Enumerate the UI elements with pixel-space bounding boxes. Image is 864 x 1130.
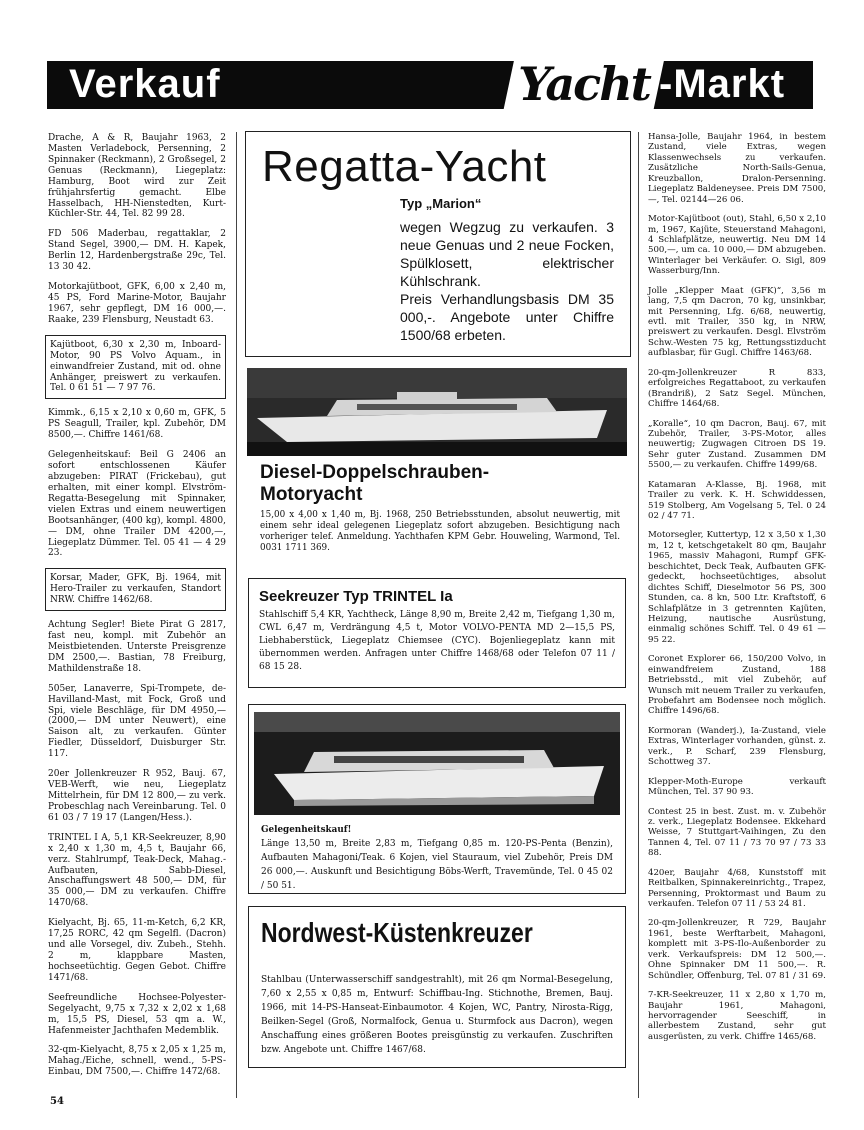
motoryacht-illustration	[247, 368, 627, 456]
banner-yacht-text: Yacht	[518, 57, 650, 111]
banner-verkauf: Verkauf	[69, 62, 221, 106]
classified-ad: Coronet Explorer 66, 150/200 Volvo, in einwandfreiem Zustand, 188 Betriebsstd., mit viel Zubehör, auf Wunsch mit neuem Trailer zu verkaufen, Probefahrt am Bodensee noch möglich. Chiffre 1496/68.	[648, 654, 826, 717]
page-number: 54	[50, 1096, 64, 1107]
classified-ad: Kielyacht, Bj. 65, 11-m-Ketch, 6,2 KR, 17,25 RORC, 42 qm Segelfl. (Dacron) und alle Vorsegel, div. Zubeh., Stehh. 2 m, klappbare Masten, hochseetüchtig. Gegen Gebot. Chiffre 1471/68.	[48, 918, 226, 983]
ad-nordwest-body: Stahlbau (Unterwasserschiff sandgestrahlt), mit 26 qm Normal-Besegelung, 7,60 x 2,55 x 0,85 m, Entwurf: Schiffbau-Ing. Stichnothe, Bremen, Bauj. 1966, mit 14-PS-Hanseat-Einbaumotor. 4 Kojen, WC, Pantry, Nirosta-Rigg, Beilken-Segel (Groß, Normalfock, Genua u. Sturmfock aus Dacron), wegen Anschaffung eines größeren Bootes preisgünstig zu verkaufen. Zuschriften bzw. Angebote unt. Chiffre 1467/68.	[261, 975, 613, 1055]
classified-ad: Drache, A & R, Baujahr 1963, 2 Masten Verladebock, Persenning, 2 Spinnaker (Reckmann), 2 Großsegel, 2 Genuas (Reckmann), Liegeplatz: Hamburg, Boot wird zur Zeit frühjahrsfertig gemacht. Elbe Hasselbach, HH-Nienstedten, Kurt-Küchler-Str. 44, Tel. 82 99 28.	[48, 133, 226, 220]
classified-ad: Klepper-Moth-Europe verkauft München, Tel. 37 90 93.	[648, 776, 826, 798]
ad-gelegenheit-lead: Gelegenheitskauf!	[261, 825, 352, 835]
ad-regatta-type: Typ „Marion“	[400, 196, 482, 211]
classified-ad: 20er Jollenkreuzer R 952, Bauj. 67, VEB-Werft, wie neu, Liegeplatz Mittelrhein, für DM 12 800,— zu verk. Probeschlag nach Vereinbarung. Tel. 0 61 03 / 7 19 17 (Langen/Hess.).	[48, 769, 226, 823]
classified-ad: Contest 25 in best. Zust. m. v. Zubehör z. verk., Liegeplatz Bodensee. Ekkehard Weisse, 7 Stuttgart-Vaihingen, Zu den Tannen 4, Tel. 07 11 / 73 70 97 / 73 33 88.	[648, 806, 826, 859]
classified-ad: 32-qm-Kielyacht, 8,75 x 2,05 x 1,25 m, Mahag./Eiche, schnell, wend., 5-PS-Einbau, DM 7500,—. Chiffre 1472/68.	[48, 1045, 226, 1078]
ad-trintel-headline: Seekreuzer Typ TRINTEL Ia	[259, 588, 453, 605]
right-column-classifieds	[648, 132, 826, 1051]
classified-ad: Korsar, Mader, GFK, Bj. 1964, mit Hero-Trailer zu verkaufen, Standort NRW. Chiffre 1462/68.	[45, 568, 226, 611]
ad-trintel-body: Stahlschiff 5,4 KR, Yachtheck, Länge 8,90 m, Breite 2,42 m, Tiefgang 1,30 m, CWL 6,47 m, Verdrängung 4,5 t, Motor VOLVO-PENTA MD 2—15,5 PS, Liebhaberstück, Liegeplatz Chiemsee (CYC). Bojenliegeplatz kann mit übernommen werden. Anfragen unter Chiffre 1468/68 oder Telefon 07 11 / 68 15 28.	[259, 610, 615, 672]
classified-ad: 420er, Baujahr 4/68, Kunststoff mit Reitbalken, Spinnakereinrichtg., Trapez, Persenning, Proktormast und Baum zu verkaufen. Telefon 07 11 / 53 24 81.	[648, 867, 826, 909]
ad-diesel-body: 15,00 x 4,00 x 1,40 m, Bj. 1968, 250 Betriebsstunden, absolut neuwertig, mit einem sehr ideal gelegenen Liegeplatz sofort abzugeben. Besichtigung nach vorheriger telef. Anmeldung. Yachthafen KPM Gebr. Houweling, Warmond, Tel. 0031 1711 369.	[260, 510, 620, 553]
banner-yacht-logo	[503, 55, 665, 113]
classified-ad: FD 506 Maderbau, regattaklar, 2 Stand Segel, 3900,— DM. H. Kapek, Berlin 12, Hardenbergstraße 29c, Tel. 13 30 42.	[48, 229, 226, 273]
classified-ad: Motorkajütboot, GFK, 6,00 x 2,40 m, 45 PS, Ford Marine-Motor, Baujahr 1967, sehr gepflegt, DM 16 000,—. Raake, 239 Flensburg, Neustadt 63.	[48, 282, 226, 325]
ad-diesel-headline-1: Diesel-Doppelschrauben-	[260, 462, 490, 483]
ad-diesel-headline-2: Motoryacht	[260, 484, 363, 505]
page-banner	[47, 57, 813, 111]
classified-ad: „Koralle“, 10 qm Dacron, Bauj. 67, mit Zubehör, Trailer, 3-PS-Motor, alles neuwertig; Zugwagen Citroen DS 19. Sehr guter Zustand. Zusammen DM 5500,— zu verkaufen. Chiffre 1499/68.	[648, 418, 826, 471]
ad-seekreuzer-trintel	[248, 578, 626, 688]
classified-ad: Achtung Segler! Biete Pirat G 2817, fast neu, kompl. mit Zubehör an Meistbietenden. Unterste Preisgrenze DM 2500,—. Bastian, 78 Freiburg, Mathildenstraße 18.	[48, 620, 226, 674]
classified-ad: Kimmk., 6,15 x 2,10 x 0,60 m, GFK, 5 PS Seagull, Trailer, kpl. Zubehör, DM 8500,—. Chiffre 1461/68.	[48, 408, 226, 441]
ad-nordwest-kuestenkreuzer	[248, 906, 626, 1068]
houseboat-photo	[254, 712, 620, 815]
classified-ad: 20-qm-Jollenkreuzer, R 729, Baujahr 1961, beste Werftarbeit, Mahagoni, komplett mit 3-PS-Ilo-Außenborder zu verk. Verkaufspreis: DM 12 500,—. Ohne Spinnaker DM 11 500,—. R. Schündler, Offenburg, Tel. 07 81 / 31 69.	[648, 918, 826, 981]
classified-ad: Motorsegler, Kuttertyp, 12 x 3,50 x 1,30 m, 12 t, ketschgetakelt 80 qm, Baujahr 1965, massiv Mahagoni, Rumpf GFK-beschichtet, Deck Teak, Aufbauten GFK-gedeckt, hochseetüchtiges, absolut dichtes Schiff, Dieselmotor 56 PS, 300 Stunden, ca. 8 kn, 500 Ltr. Kraftstoff, 6 Schlafplätze in 3 getrennten Kajüten, Heizung, nautische Ausrüstung, einmalig schönes Schiff. Tel. 0 49 61 — 95 22.	[648, 530, 826, 645]
classified-ad: Hansa-Jolle, Baujahr 1964, in bestem Zustand, viele Extras, wegen Klassenwechsels zu verkaufen. Zusätzliche North-Sails-Genua, Kreuzballon, Dralon-Persenning. Liegeplatz Baldeneysee. Preis DM 7500,—, Tel. 02144—26 06.	[648, 132, 826, 205]
classified-ad: Motor-Kajütboot (out), Stahl, 6,50 x 2,10 m, 1967, Kajüte, Steuerstand Mahagoni, 4 Schlafplätze, neuwertig. Neu DM 14 500,—, um ca. 10 000,— DM abzugeben. Winterlager bei Verkäufer. O. Sigl, 809 Wasserburg/Inn.	[648, 214, 826, 277]
classified-ad: Gelegenheitskauf: Beil G 2406 an sofort entschlossenen Käufer abzugeben: PIRAT (Frickebau), gut erhalten, mit einer kompl. Elvström-Regatta-Besegelung mit Spinnaker, vielen Extras und einem neuwertigen Bootsanhänger, (400 kg), kompl. 4800,— DM, ohne Trailer DM 4200,—, Liegeplatz Dümmer. Tel. 05 41 — 4 29 23.	[48, 450, 226, 559]
ad-gelegenheit-body: Länge 13,50 m, Breite 2,83 m, Tiefgang 0,85 m. 120-PS-Penta (Benzin), Aufbauten Mahagoni/Teak. 6 Kojen, viel Stauraum, viel Zubehör, Preis DM 26 000,—. Auskunft und Besichtigung Böbs-Werft, Travemünde, Tel. 0 45 02 / 50 51.	[261, 839, 613, 891]
ad-regatta-price: Preis Verhandlungsbasis DM 35 000,-. Angebote unter Chiffre 1500/68 erbeten.	[400, 291, 614, 343]
left-column-classifieds	[48, 133, 226, 1087]
column-rule-right	[638, 132, 639, 1098]
classified-ad: TRINTEL I A, 5,1 KR-Seekreuzer, 8,90 x 2,40 x 1,30 m, 4,5 t, Baujahr 66, verz. Stahlrumpf, Teak-Deck, Mahag.-Aufbauten, Sabb-Diesel, Anschaffungswert 48 500,— DM, für 35 000,— DM zu verkaufen. Chiffre 1470/68.	[48, 832, 226, 909]
classified-ad: 20-qm-Jollenkreuzer R 833, erfolgreiches Regattaboot, zu verkaufen (Brandriß), 2 Satz Segel. München, Chiffre 1464/68.	[648, 367, 826, 410]
classified-ad: Katamaran A-Klasse, Bj. 1968, mit Trailer zu verk. K. H. Schwiddessen, 519 Stolberg, Am Vogelsang 5, Tel. 0 24 02 / 47 71.	[648, 479, 826, 521]
classified-ad: Jolle „Klepper Maat (GFK)“, 3,56 m lang, 7,5 qm Dacron, 70 kg, unsinkbar, mit Persenning, Lfg. 6/68, neuwertig, evtl. mit Trailer, 350 kg, in NRW, preiswert zu verkaufen. Desgl. Elvström Schw.-Westen 75 kg, Rettungsstizducht aufblasbar, für Gugl. Chiffre 1463/68.	[648, 285, 826, 359]
ad-regatta-yacht	[245, 131, 631, 357]
classified-ad: Kajütboot, 6,30 x 2,30 m, Inboard-Motor, 90 PS Volvo Aquam., in einwandfreier Zustand, mit od. ohne Anhänger, preiswert zu verkaufen. Tel. 0 61 51 — 7 97 76.	[45, 335, 226, 400]
classified-ad: Seefreundliche Hochsee-Polyester-Segelyacht, 9,75 x 7,32 x 2,02 x 1,68 m, 15,5 PS, Diesel, 53 qm a. W., Hafenmeister Jachthafen Medemblik.	[48, 992, 226, 1036]
classified-ad: Kormoran (Wanderj.), Ia-Zustand, viele Extras, Winterlager vorhanden, günst. z. verk., P. Scharf, 239 Flensburg, Schottweg 37.	[648, 725, 826, 768]
ad-nordwest-headline: Nordwest-Küstenkreuzer	[261, 917, 533, 948]
classified-ad: 7-KR-Seekreuzer, 11 x 2,80 x 1,70 m, Baujahr 1961, Mahagoni, hervorragender Seeschiff, in allerbestem Zustand, sehr gut ausgerüsten, zu verk. Chiffre 1465/68.	[648, 990, 826, 1042]
ad-regatta-headline: Regatta-Yacht	[262, 142, 547, 191]
motoryacht-photo	[247, 368, 627, 456]
houseboat-illustration	[254, 712, 620, 815]
ad-regatta-body: wegen Wegzug zu verkaufen. 3 neue Genuas und 2 neue Focken, Spülklosett, elektrischer Kühlschrank.	[400, 219, 614, 289]
classified-ad: 505er, Lanaverre, Spi-Trompete, de-Havilland-Mast, mit Fock, Groß und Spi, viele Beschläge, für DM 4950,— (2000,— DM unter Neuwert), eine Saison alt, zu verkaufen. Günter Fiedler, Düsseldorf, Duisburger Str. 117.	[48, 683, 226, 760]
banner-markt: -Markt	[659, 62, 786, 106]
column-rule-left	[236, 132, 237, 1098]
